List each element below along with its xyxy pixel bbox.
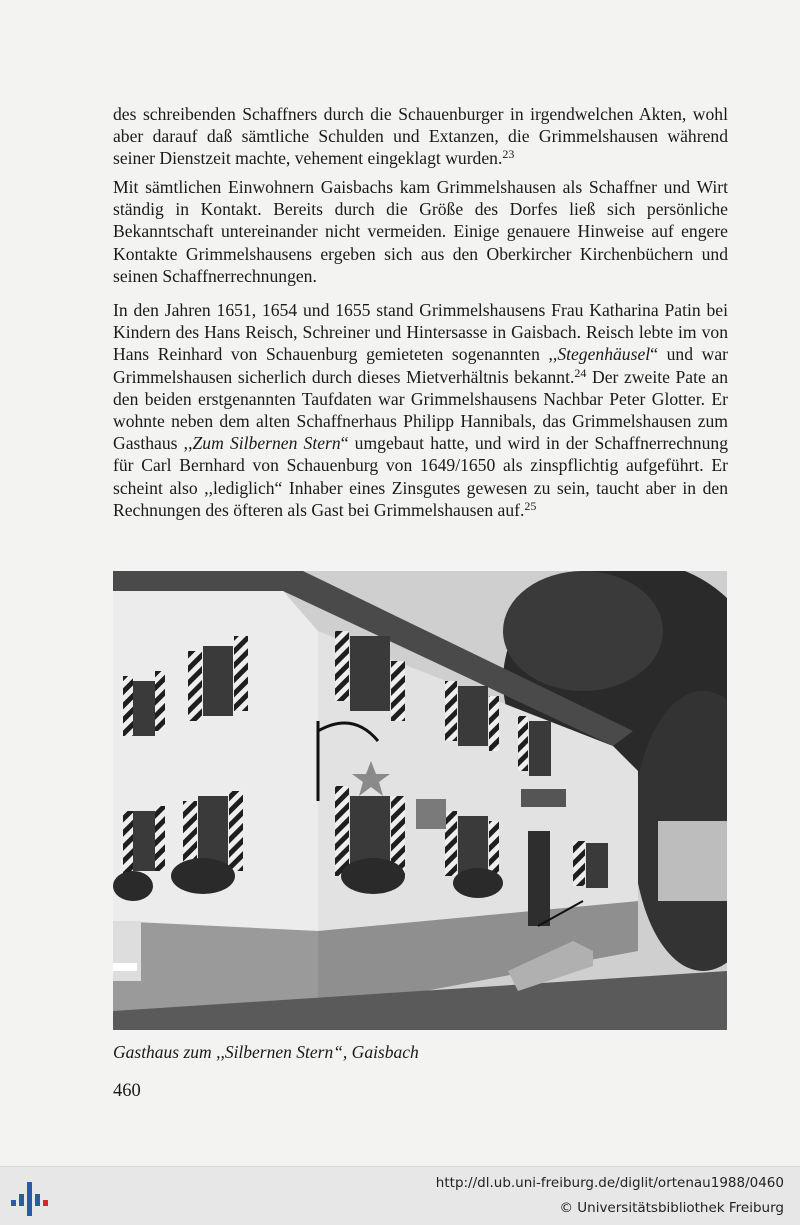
footnote-ref-25: 25: [524, 498, 537, 513]
paragraph-2: Mit sämtlichen Einwohnern Gaisbachs kam Grimmelshausen als Schaffner und Wirt ständig in Kontakt. Bereits durch die Größe des Dorfes ließ sich persönliche Bekanntschaft untereinander nicht vermeiden. Einige genauere Hinweise auf engere Kontakte Grimmelshausens ergeben sich aus den Oberkircher Kirchenbüchern und seinen Schaffnerrechnungen.: [113, 177, 728, 286]
italic-zum-silbernen-stern: Zum Silbernen Stern: [192, 433, 341, 454]
paragraph-3: [113, 299, 728, 521]
photo-caption: Gasthaus zum ,,Silbernen Stern“, Gaisbach: [113, 1042, 419, 1062]
footnote-ref-24: 24: [574, 365, 587, 380]
footnote-ref-23: 23: [502, 147, 515, 162]
inn-photograph: [113, 571, 727, 1030]
library-logo-icon: [9, 1176, 53, 1218]
copyright-notice: © Universitätsbibliothek Freiburg: [559, 1200, 784, 1216]
paragraph-1: [113, 103, 728, 170]
paragraph-3-part-4: “ umgebaut hatte, und wird in der Schaffnerrechnung für Carl Bernhard von Schauenburg von 1649/1650 als zinspflichtig aufgeführt. Er scheint also ,,lediglich“ Inhaber eines Zinsgutes gewesen zu sein, taucht aber in den Rechnungen des öfteren als Gast bei Grimmelshausen auf.: [113, 433, 728, 520]
italic-stegenhaeusel: Stegenhäusel: [557, 344, 651, 365]
paragraph-3-part-2: “ und war Grimmelshausen sicherlich durch dieses Mietverhältnis bekannt.: [113, 344, 728, 387]
page-number: 460: [113, 1081, 141, 1101]
paragraph-3-part-3: Der zweite Pate an den beiden erstgenannten Taufdaten war Grimmelshausens Nachbar Peter Glotter. Er wohnte neben dem alten Schaffnerhaus Philipp Hannibals, das Grimmelshausen zum Gasthaus ,,: [113, 366, 729, 454]
paragraph-1-text: des schreibenden Schaffners durch die Schauenburger in irgendwelchen Akten, wohl aber darauf daß sämtliche Schulden und Extanzen, die Grimmelshausen während seiner Dienstzeit machte, vehement eingeklagt wurden.: [113, 104, 728, 169]
viewer-footer: [0, 1166, 800, 1225]
paragraph-3-part-1: In den Jahren 1651, 1654 und 1655 stand Grimmelshausens Frau Katharina Patin bei Kindern des Hans Reisch, Schreiner und Hintersasse in Gaisbach. Reisch lebte im von Hans Reinhard von Schauenburg gemieteten sogenannten ,,: [113, 300, 728, 365]
document-url[interactable]: http://dl.ub.uni-freiburg.de/diglit/ortenau1988/0460: [435, 1175, 784, 1191]
